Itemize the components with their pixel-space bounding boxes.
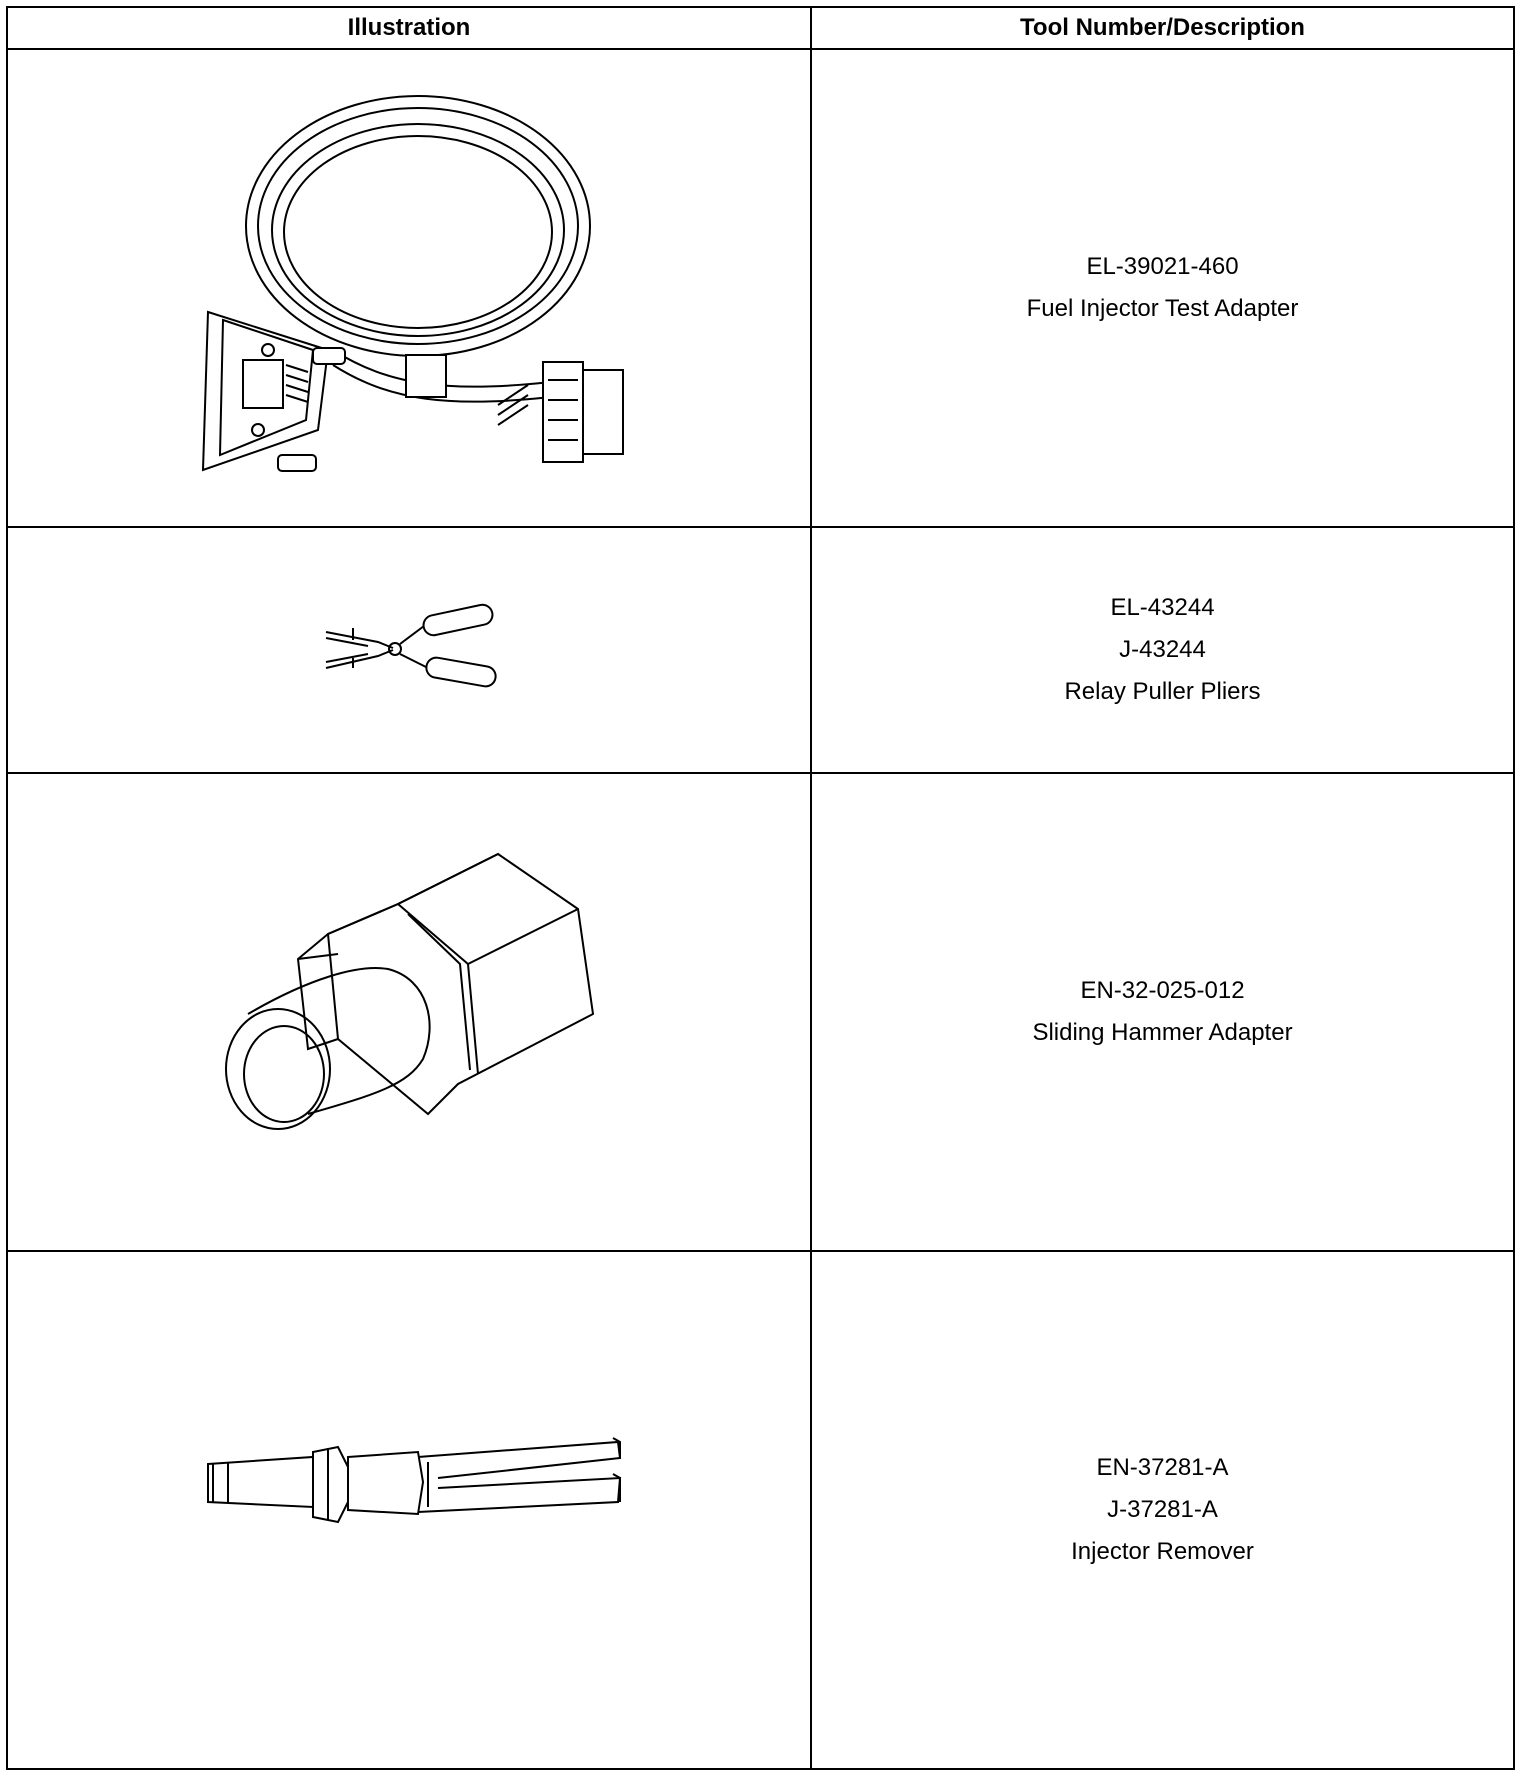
illustration-cell bbox=[7, 773, 811, 1251]
tool-number: EL-39021-460 bbox=[1086, 253, 1239, 280]
table-row bbox=[7, 1251, 1514, 1769]
illustration-column-header: Illustration bbox=[7, 7, 811, 49]
injector-remover-icon bbox=[8, 1252, 812, 1768]
tool-column-header: Tool Number/Description bbox=[811, 7, 1514, 49]
table-row bbox=[7, 527, 1514, 773]
table-row bbox=[7, 49, 1514, 527]
table-row bbox=[7, 773, 1514, 1251]
illustration-cell bbox=[7, 49, 811, 527]
tool-number: EL-43244 bbox=[1110, 594, 1215, 621]
illustration-cell bbox=[7, 1251, 811, 1769]
tool-description: Injector Remover bbox=[1071, 1538, 1254, 1565]
tool-description: Sliding Hammer Adapter bbox=[1032, 1019, 1293, 1046]
tool-number: EN-32-025-012 bbox=[1080, 977, 1245, 1004]
tool-description: Fuel Injector Test Adapter bbox=[1026, 295, 1299, 322]
special-tools-table bbox=[6, 6, 1515, 1770]
tool-description-cell bbox=[811, 527, 1514, 773]
tool-description: Relay Puller Pliers bbox=[1064, 678, 1261, 705]
fuel-injector-test-adapter-icon bbox=[8, 50, 812, 526]
tool-number: J-37281-A bbox=[1107, 1496, 1218, 1523]
tool-number: J-43244 bbox=[1119, 636, 1206, 663]
table-header-row bbox=[7, 7, 1514, 49]
relay-puller-pliers-icon bbox=[8, 528, 812, 772]
tool-number: EN-37281-A bbox=[1096, 1454, 1229, 1481]
illustration-cell bbox=[7, 527, 811, 773]
sliding-hammer-adapter-icon bbox=[8, 774, 812, 1250]
tool-description-cell bbox=[811, 773, 1514, 1251]
tool-description-cell bbox=[811, 1251, 1514, 1769]
tool-description-cell bbox=[811, 49, 1514, 527]
